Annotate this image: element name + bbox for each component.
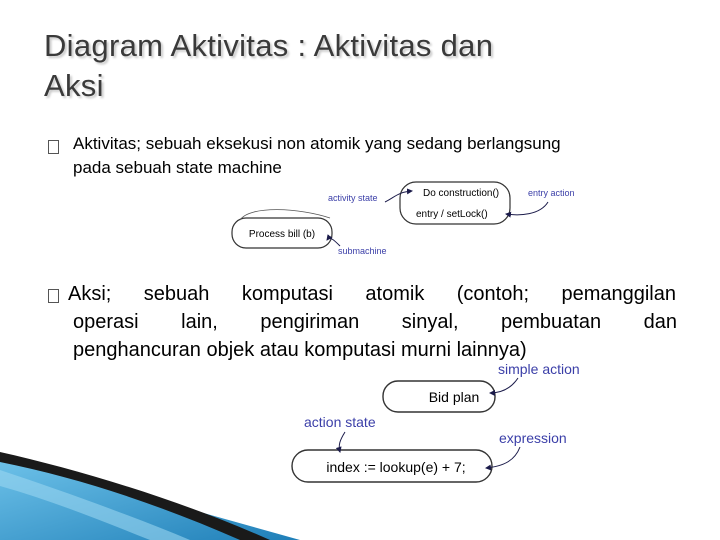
action-state-connector <box>339 432 345 452</box>
page-title-line-2: Aksi <box>44 68 104 103</box>
bullet-aktivitas-line-2: pada sebuah state machine <box>73 158 282 177</box>
activity-diagram <box>232 182 575 256</box>
entry-action-connector <box>506 202 548 215</box>
activity-state-label: activity state <box>328 193 378 203</box>
decorative-wedge <box>0 452 300 540</box>
bullet-aksi-line-2: operasi lain, pengiriman sinyal, pembuatan dan <box>73 311 677 333</box>
bullet-aktivitas-line-1: Aktivitas; sebuah eksekusi non atomik yang sedang berlangsung <box>73 134 561 153</box>
submachine-label: submachine <box>338 246 387 256</box>
simple-action-label: simple action <box>498 361 580 377</box>
page-title-line-1: Diagram Aktivitas : Aktivitas dan <box>44 28 494 63</box>
index-lookup-text: index := lookup(e) + 7; <box>326 459 466 475</box>
expression-label: expression <box>499 430 567 446</box>
action-diagram <box>292 361 580 482</box>
bid-plan-text: Bid plan <box>428 389 480 405</box>
process-bill-text: Process bill (b) <box>248 229 316 240</box>
bullet-aksi-line-3: penghancuran objek atau komputasi murni lainnya) <box>73 339 527 361</box>
entry-setlock-text: entry / setLock() <box>416 209 488 220</box>
bullet-aksi-line-1: Aksi; sebuah komputasi atomik (contoh; pemanggilan <box>68 283 676 305</box>
action-state-label: action state <box>304 414 376 430</box>
entry-action-label: entry action <box>528 188 575 198</box>
do-construction-text: Do construction() <box>423 188 500 199</box>
